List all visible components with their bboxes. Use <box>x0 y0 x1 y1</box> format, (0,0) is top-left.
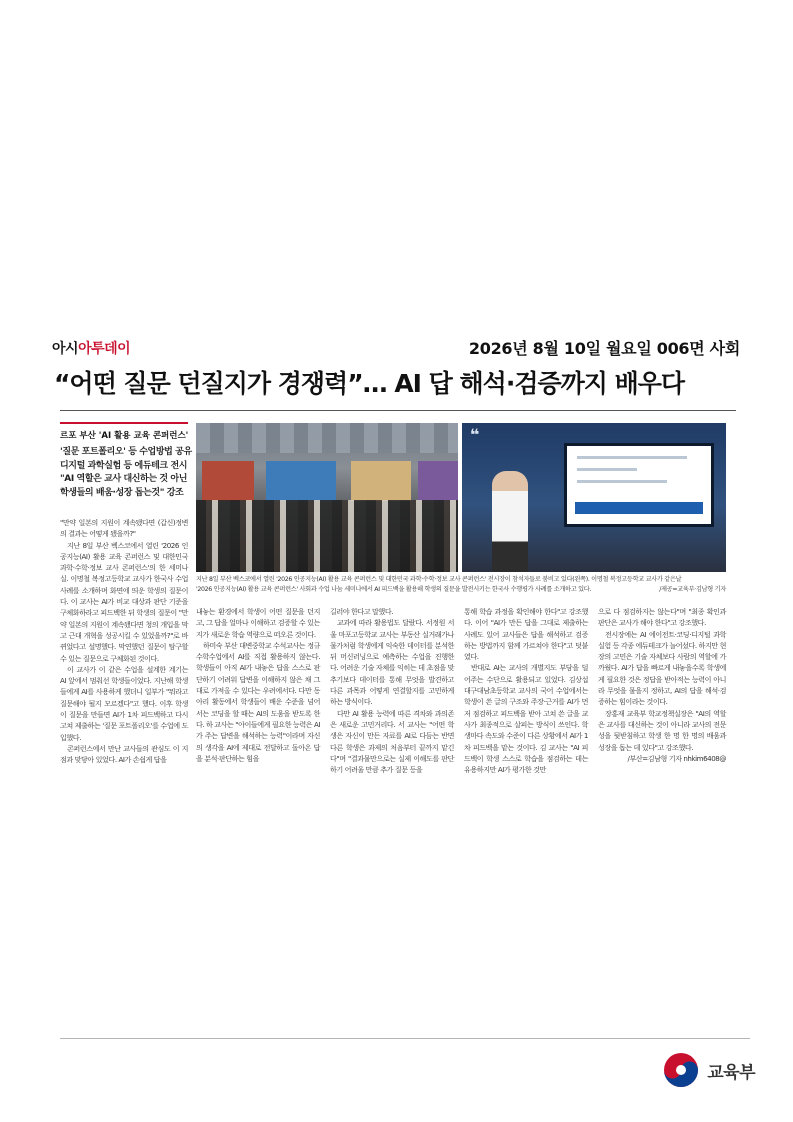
article-column-4 <box>464 606 588 775</box>
taegeuk-emblem-icon <box>663 1052 699 1088</box>
ministry-logo <box>663 1050 755 1090</box>
subheads <box>60 446 192 500</box>
article-kicker: 르포 부산 'AI 활용 교육 콘퍼런스' <box>60 431 189 441</box>
paragraph: 전시장에는 AI 에이전트·코딩·디지털 과학실험 등 각종 에듀테크가 늘어섰다. 하지만 현장의 고민은 기술 자체보다 사람의 역할에 가까웠다. AI가 답을 빠르게 내놓을수록 학생에게 필요한 것은 정답을 받아적는 능력이 아니라 무엇을 물을지 정하고, AI의 답을 해석·검증하는 힘이라는 것이다. <box>598 629 726 707</box>
caption-line: '2026 인공지능(AI) 활용 교육 콘퍼런스' 사회과 수업 나눔 세미나에서 AI 피드백을 활용해 학생의 질문을 발전시키는 한국사 수행평가 사례를 소개하고 있다. <box>196 585 592 593</box>
footer-divider <box>60 1038 750 1039</box>
photo-caption <box>196 575 726 594</box>
photo-credit: /제공=교육부·김남형 기자 <box>659 585 726 593</box>
subhead-line: 학생들의 배움·성장 돕는것" 강조 <box>60 487 184 498</box>
article-column-5 <box>598 606 726 764</box>
seminar-presenter-photo <box>462 423 726 572</box>
kicker-accent-bar <box>60 422 188 424</box>
paragraph: 장홍재 교육부 학교정책실장은 "AI의 역할은 교사를 대신하는 것이 아니라 교사의 전문성을 뒷받침하고 학생 한 명 한 명의 배움과 성장을 돕는 데 있다"고 강조했다. <box>598 708 726 752</box>
paragraph: 이 교사가 이 같은 수업을 설계한 계기는 AI 앞에서 멈춰선 학생들이었다. 지난해 학생들에게 AI를 사용하게 했더니 일부가 "뭐라고 질문해야 될지 모르겠다"고 했다. 이후 학생이 질문을 만들면 AI가 1차 피드백하고 다시 고쳐 제출하는 '질문 포트폴리오'를 수업에 도입했다. <box>60 664 188 742</box>
paragraph: 다만 AI 활용 능력에 따른 격차와 과의존은 새로운 고민거리다. 서 교사는 "어떤 학생은 자신이 만든 자료를 AI로 다듬는 반면 다른 학생은 과제의 처음부터 끝까지 맡긴다"며 "결과물만으로는 실제 이해도를 판단하기 어려울 만큼 추가 질문 등을 <box>330 708 454 775</box>
caption-line: 지난 8일 부산 벡스코에서 열린 '2026 인공지능(AI) 활용 교육 콘퍼런스 및 대한민국 과학·수학·정보 교사 콘퍼런스' 전시장이 참석자들로 붐비고 있다(왼쪽). 이명철 복정고등학교 교사가 같은날 <box>196 576 682 583</box>
paragraph: 길러야 한다고 말했다. <box>330 607 394 616</box>
article-headline: “어떤 질문 던질지가 경쟁력”… AI 답 해석·검증까지 배우다 <box>54 369 685 398</box>
article-column-2 <box>196 606 320 764</box>
subhead-line: 디지털 과학실험 등 에듀테크 전시 <box>60 460 188 471</box>
screen-band <box>575 502 703 514</box>
logo-part-2: 아투데이 <box>78 341 131 357</box>
newspaper-logo <box>52 338 130 358</box>
paragraph: 내놓는 환경에서 학생이 어떤 질문을 던지고, 그 답을 얼마나 이해하고 검증할 수 있는지가 새로운 학습 역량으로 떠오른 것이다. <box>196 607 320 639</box>
exhibition-booth <box>418 461 458 501</box>
article-byline: /부산=김남형 기자 nhkim6408@ <box>627 753 726 763</box>
hall-ceiling <box>196 423 458 453</box>
subhead-line: "AI 역할은 교사 대신하는 것 아닌 <box>60 474 187 484</box>
screen-text-line <box>577 468 637 471</box>
paragraph: "만약 일본의 지원이 계속됐다면 (갑신)정변의 결과는 어떻게 됐을까?" <box>60 518 188 539</box>
exhibition-hall-photo <box>196 423 458 572</box>
paragraph: 통해 학습 과정을 확인해야 한다"고 강조했다. 이어 "AI가 만든 답을 그대로 제출하는 사례도 있어 교사들은 답을 해석하고 검증하는 방법까지 함께 가르쳐야 한다"고 덧붙였다. <box>464 607 588 662</box>
quote-mark-icon: ❝ <box>470 425 480 444</box>
crowd <box>196 500 458 572</box>
paragraph: 으로 다 점검하지는 않는다"며 "최종 확인과 판단은 교사가 해야 한다"고 강조했다. <box>598 607 726 628</box>
logo-part-1: 아시 <box>52 341 79 357</box>
paragraph: 지난 8일 부산 벡스코에서 열린 '2026 인공지능(AI) 활용 교육 콘퍼런스 및 대한민국 과학·수학·정보 교사 콘퍼런스'의 한 세미나실. 이명철 복정고등학교 교사가 한국사 수업 사례를 소개하며 화면에 띄운 학생의 질문이다. 이 교사는 AI가 비교 대상과 판단 기준을 구체화하라고 피드백한 뒤 학생의 질문이 "만약 일본의 지원이 계속됐다면 청의 개입을 막고 근대 개혁을 성공시킬 수 있었을까?"로 바뀌었다고 설명했다. 막연했던 질문이 탐구할 수 있는 질문으로 구체화된 것이다. <box>60 540 188 663</box>
publication-info: 2026년 8월 10일 월요일 006면 사회 <box>468 339 740 358</box>
masthead <box>52 336 742 362</box>
presenter <box>492 471 528 572</box>
paragraph: 콘퍼런스에서 만난 교사들의 관심도 이 지점과 맞닿아 있었다. AI가 손쉽게 답을 <box>60 743 188 765</box>
paragraph: 하미숙 부산 대변중학교 수석교사는 정규 수학수업에서 AI를 직접 활용하지 않는다. 학생들이 아직 AI가 내놓은 답을 스스로 판단하기 어려워 답변을 이해하지 않은 채 그대로 가져올 수 있다는 우려에서다. 다만 동아리 활동에서 학생들이 배운 수준을 넘어서는 코딩을 할 때는 AI의 도움을 받도록 한다. 하 교사는 "아이들에게 필요한 능력은 AI가 주는 답변을 해석하는 능력"이라며 자신의 생각을 AI에 제대로 전달하고 돌아온 답을 분석·판단하는 힘을 <box>196 640 320 763</box>
screen-text-line <box>577 480 667 483</box>
article-column-3 <box>330 606 454 775</box>
article-column-1 <box>60 517 188 766</box>
exhibition-booth <box>351 461 411 501</box>
subhead-line: '질문 포트폴리오' 등 수업방법 공유 <box>60 447 192 457</box>
exhibition-booth <box>202 461 254 501</box>
paragraph: 반대로 AI는 교사의 개별지도 부담을 덜어주는 수단으로 활용되고 있었다. 김상섭 대구대남초등학교 교사의 국어 수업에서는 학생이 쓴 글의 구조와 주장·근거를 AI가 먼저 점검하고 피드백을 받아 고쳐 쓴 글을 교사가 최종적으로 살피는 방식이 쓰인다. 학생마다 속도와 수준이 다른 상황에서 AI가 1차 피드백을 맡는 것이다. 김 교사는 "AI 피드백이 학생 스스로 학습을 점검하는 데는 유용하지만 AI가 평가한 것만 <box>464 663 588 775</box>
headline-divider <box>60 410 736 411</box>
exhibition-booth <box>266 461 336 501</box>
paragraph: 교과에 따라 활용법도 달랐다. 서정원 서울 마포고등학교 교사는 부동산 실거래가나 물가처럼 학생에게 익숙한 데이터를 분석한 뒤 머신러닝으로 예측하는 수업을 진행한다. 어려운 기술 자체를 익히는 데 초점을 맞추기보다 데이터를 통해 무엇을 발견하고 다른 과목과 어떻게 연결할지를 고민하게 하는 방식이다. <box>330 618 454 707</box>
ministry-name: 교육부 <box>707 1062 755 1083</box>
presentation-screen <box>564 443 714 527</box>
screen-text-line <box>577 456 687 459</box>
